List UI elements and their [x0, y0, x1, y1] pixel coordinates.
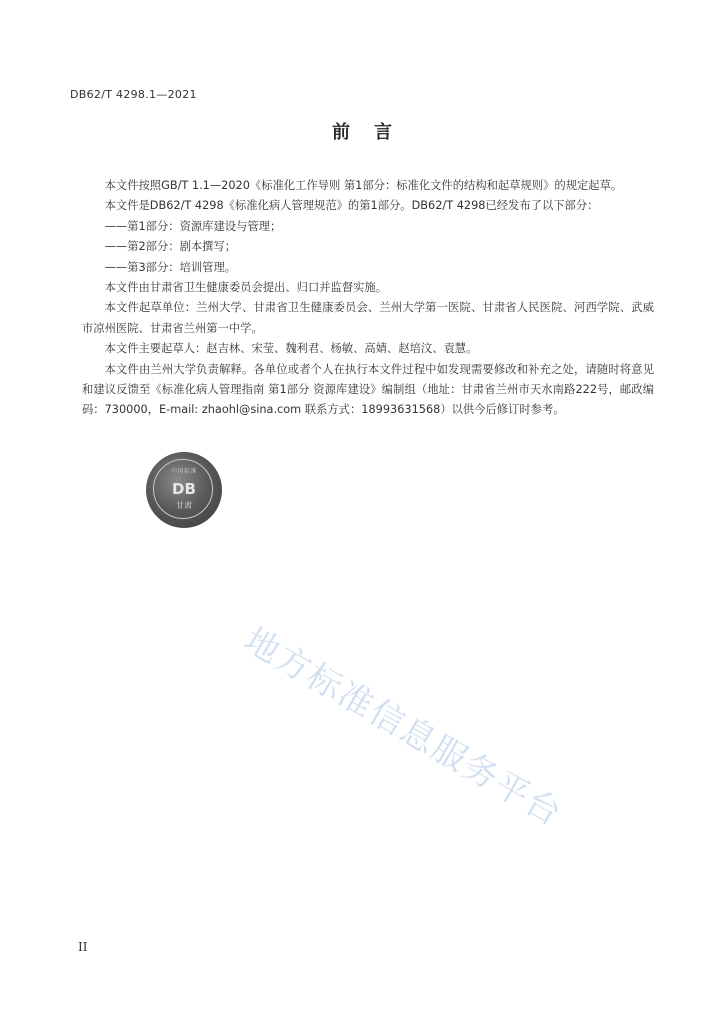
list-item-part-1: ——第1部分：资源库建设与管理； [104, 219, 282, 233]
paragraph-interpretation: 本文件由兰州大学负责解释。各单位或者个人在执行本文件过程中如发现需要修改和补充之处，请随时将意见和建议反馈至《标准化病人管理指南 第1部分 资源库建设》编制组（地址：甘肃省兰州市天水南路222号，邮政编码：730000，E-mail: zhaohl@sina.com 联系方式：18993631568）以供今后修订时参考。 [82, 362, 654, 417]
page-number: II [78, 940, 88, 954]
document-code: DB62/T 4298.1—2021 [70, 88, 197, 101]
paragraph-drafters: 本文件主要起草人：赵吉林、宋莹、魏利君、杨敏、高婧、赵培汶、袁慧。 [104, 342, 478, 356]
paragraph-drafting-units: 本文件起草单位：兰州大学、甘肃省卫生健康委员会、兰州大学第一医院、甘肃省人民医院、河西学院、武威市凉州医院、甘肃省兰州第一中学。 [82, 301, 654, 335]
list-item-part-3: ——第3部分：培训管理。 [104, 260, 237, 274]
db-seal-stamp [146, 452, 222, 528]
seal-province-text: 甘肃 [176, 501, 192, 510]
paragraph-drafting-basis: 本文件按照GB/T 1.1—2020《标准化工作导则 第1部分：标准化文件的结构和起草规则》的规定起草。 [104, 179, 623, 192]
foreword-body [82, 176, 654, 421]
paragraph-proposer: 本文件由甘肃省卫生健康委员会提出、归口并监督实施。 [104, 281, 388, 295]
seal-db-text: DB [172, 480, 196, 498]
page-title: 前言 [332, 122, 416, 143]
seal-top-text: 中国标准 [170, 468, 197, 475]
list-item-part-2: ——第2部分：剧本撰写； [104, 240, 237, 254]
paragraph-part-info: 本文件是DB62/T 4298《标准化病人管理规范》的第1部分。DB62/T 4298已经发布了以下部分： [104, 199, 599, 213]
watermark-text: 地方标准信息服务平台 [237, 620, 570, 835]
